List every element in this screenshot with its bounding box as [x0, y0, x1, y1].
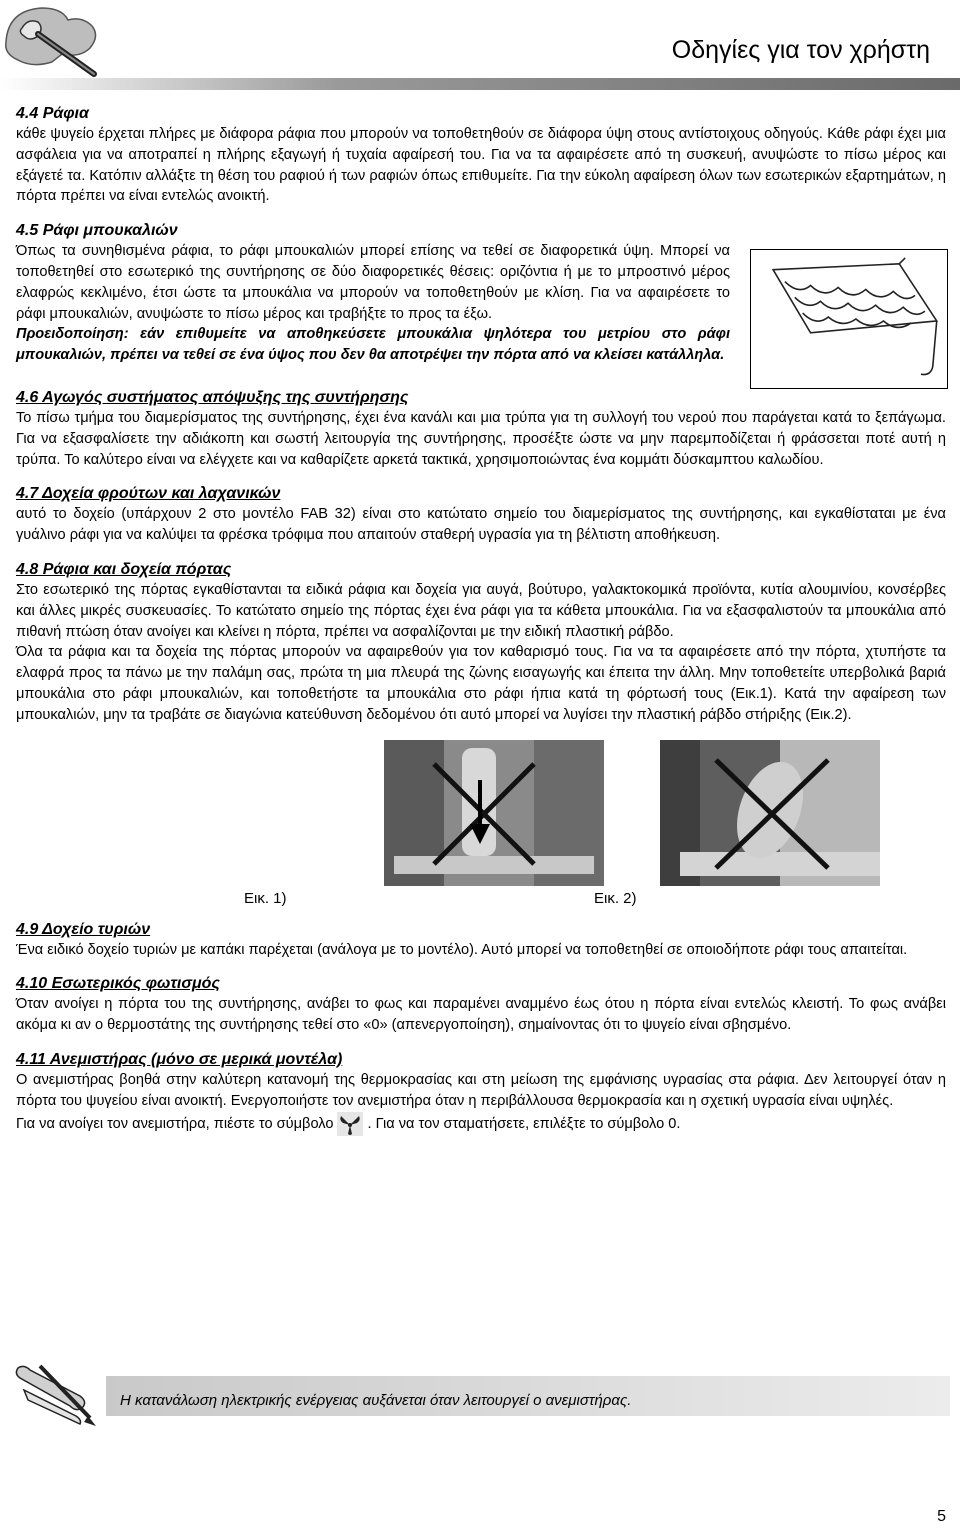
fan-symbol-icon — [337, 1112, 363, 1136]
energy-note — [10, 1360, 950, 1428]
section-4-5 — [16, 221, 946, 366]
section-4-5-body: Όπως τα συνηθισμένα ράφια, το ράφι μπουκαλιών μπορεί επίσης να τεθεί σε διαφορετικά ύψη. Μπορεί να τοποθετηθεί στο εσωτερικό της συντήρησης σε δύο διαφορετικές θέσεις: οριζόντια ή με το μπροστινό μέρος ελαφρώς κεκλιμένο, έτσι ώστε τα μπουκάλια να μπορούν να τοποθετηθούν με κλίση. Για να αφαιρέσετε το ράφι μπουκαλιών, ανυψώστε το πίσω μέρος και τραβήξτε το προς τα έξω. — [16, 243, 730, 322]
figure-2-photo — [660, 740, 880, 886]
section-4-8-body-2: Όλα τα ράφια και τα δοχεία της πόρτας μπορούν να αφαιρεθούν για τον καθαρισμό τους. Για να τα αφαιρέσετε από την πόρτα, χτυπήστε τα ελαφρά προς τα πάνω με την παλάμη σας, πρώτα τη μια πλευρά της ζώνης εισαγωγής και έπειτα την άλλη. Μην τοποθετείτε υπερβολικά βαριά μπουκάλια στο ράφι μπουκαλιών, και τοποθετήστε τα μπουκάλια στο ράφι ήπια κατά τη φόρτωσή τους (Εικ.1). Κατά την αφαίρεση των μπουκαλιών, μην τα τραβάτε σε διαγώνια κατεύθυνση δεδομένου ότι αυτό μπορεί να λυγίσει την πλαστική ράβδο στήριξης (Εικ.2). — [16, 644, 946, 723]
page-number: 5 — [937, 1508, 946, 1525]
figure-2-caption: Εικ. 2) — [594, 889, 637, 907]
section-4-5-warning: Προειδοποίηση: εάν επιθυμείτε να αποθηκεύσετε μπουκάλια ψηλότερα του μετρίου στο ράφι μπουκαλιών, πρέπει να τεθεί σε ένα ύψος που δεν θα αποτρέψει την πόρτα από να κλείσει κατάλληλα. — [16, 326, 730, 364]
section-4-9-body: Ένα ειδικό δοχείο τυριών με καπάκι παρέχεται (ανάλογα με το μοντέλο). Αυτό μπορεί να τοποθετηθεί σε οποιοδήποτε ράφι τους απαιτείται. — [16, 941, 908, 958]
section-4-11-title: 4.11 Ανεμιστήρας (μόνο σε μερικά μοντέλα) — [16, 1050, 343, 1068]
section-4-8-title: 4.8 Ράφια και δοχεία πόρτας — [16, 560, 232, 578]
fan-instruction-end: . Για να τον σταματήσετε, επιλέξτε το σύμβολο 0. — [367, 1115, 681, 1132]
spoon-chef-hat-icon — [2, 2, 106, 78]
section-4-10-title: 4.10 Εσωτερικός φωτισμός — [16, 975, 220, 993]
section-4-7-body: αυτό το δοχείο (υπάρχουν 2 στο μοντέλο FAB 32) είναι στο κατώτατο σημείο του διαμερίσματος της συντήρησης, και εγκαθίσταται με ένα γυάλινο ράφι για να καλύψει τα φρέσκα τρόφιμα που απαιτούν σταθερή υγρασία για τη βέλτιστη αποθήκευση. — [16, 506, 946, 544]
section-4-4-body: κάθε ψυγείο έρχεται πλήρες με διάφορα ράφια που μπορούν να τοποθετηθούν σε διάφορα ύψη στους αντίστοιχους οδηγούς. Κάθε ράφι έχει μια ασφάλεια για να αποτραπεί η πλήρης εξαγωγή ή τυχαία αφαίρεσή του. Για να τα αφαιρέσετε από τη συσκευή, ανυψώστε το πίσω μέρος και εξάγετέ τα. Κατόπιν αλλάξτε τη θέση του ραφιού ή των ραφιών όπως επιθυμείτε. Για την εύκολη αφαίρεση όλων των εσωτερικών εξαρτημάτων, η πόρτα πρέπει να είναι εντελώς ανοικτή. — [16, 126, 946, 205]
section-4-6-title: 4.6 Αγωγός συστήματος απόψυξης της συντήρησης — [16, 388, 409, 406]
section-4-11-body: Ο ανεμιστήρας βοηθά στην καλύτερη κατανομή της θερμοκρασίας και στη μείωση της εμφάνισης υγρασίας στα ράφια. Δεν λειτουργεί όταν η πόρτα του ψυγείου είναι ανοικτή. Ενεργοποιήστε τον ανεμιστήρα όταν η περιβάλλουσα θερμοκρασία και η σχετική υγρασία είναι υψηλές. — [16, 1071, 946, 1109]
section-4-6-body: Το πίσω τμήμα του διαμερίσματος της συντήρησης, έχει ένα κανάλι και μια τρύπα για τη συλλογή του νερού που παράγεται κατά το ξεπάγωμα. Για να εξασφαλίσετε την αδιάκοπη και σωστή λειτουργία της συντήρησης, προσέξτε ώστε να μην παρεμποδίζεται ή φράσσεται ποτέ αυτή η τρύπα. Το καλύτερο είναι να ελέγχετε και να καθαρίζετε αρκετά τακτικά, χρησιμοποιώντας ένα κομμάτι δύσκαμπτου καλωδίου. — [16, 409, 946, 468]
fan-instruction-start: Για να ανοίγει τον ανεμιστήρα, πιέστε το σύμβολο — [16, 1115, 334, 1132]
header-divider — [0, 78, 960, 90]
section-4-8-body-1: Στο εσωτερικό της πόρτας εγκαθίστανται τα ειδικά ράφια και δοχεία για αυγά, βούτυρο, γαλακτοκομικά προϊόντα, κυτία αλουμινίου, κονσέρβες και άλλες μικρές συσκευασίες. Το κατώτατο σημείο της πόρτας έχει ένα ράφι για τα κάθετα μπουκάλια. Για να εξασφαλιστούν τα μπουκάλια από πιθανή πτώση όταν ανοίγει και κλείνει η πόρτα, πρέπει να ασφαλίζονται με την ειδική πλαστική ράβδο. — [16, 581, 946, 640]
content — [16, 104, 946, 1136]
page-title: Οδηγίες για τον χρήστη — [671, 36, 930, 64]
bottle-rack-illustration — [750, 249, 948, 389]
figures — [16, 740, 946, 920]
note-text: Η κατανάλωση ηλεκτρικής ενέργειας αυξάνεται όταν λειτουργεί ο ανεμιστήρας. — [120, 1392, 632, 1409]
section-4-4-title: 4.4 Ράφια — [16, 105, 89, 122]
scroll-pencil-icon — [10, 1360, 102, 1430]
figure-1-caption: Εικ. 1) — [244, 889, 287, 907]
fan-instruction — [16, 1112, 946, 1136]
section-4-10-body: Όταν ανοίγει η πόρτα του της συντήρησης, ανάβει το φως και παραμένει αναμμένο έως ότου η πόρτα είναι εντελώς κλειστή. Το φως ανάβει ακόμα κι αν ο θερμοστάτης της συντήρησης τεθεί στο «0» (απενεργοποίηση), σημαίνοντας ότι το ψυγείο είναι σβησμένο. — [16, 996, 946, 1034]
section-4-9-title: 4.9 Δοχείο τυριών — [16, 920, 151, 938]
figure-1-photo — [384, 740, 604, 886]
page-header — [0, 0, 960, 86]
section-4-7-title: 4.7 Δοχεία φρούτων και λαχανικών — [16, 485, 281, 503]
section-4-5-title: 4.5 Ράφι μπουκαλιών — [16, 222, 178, 240]
